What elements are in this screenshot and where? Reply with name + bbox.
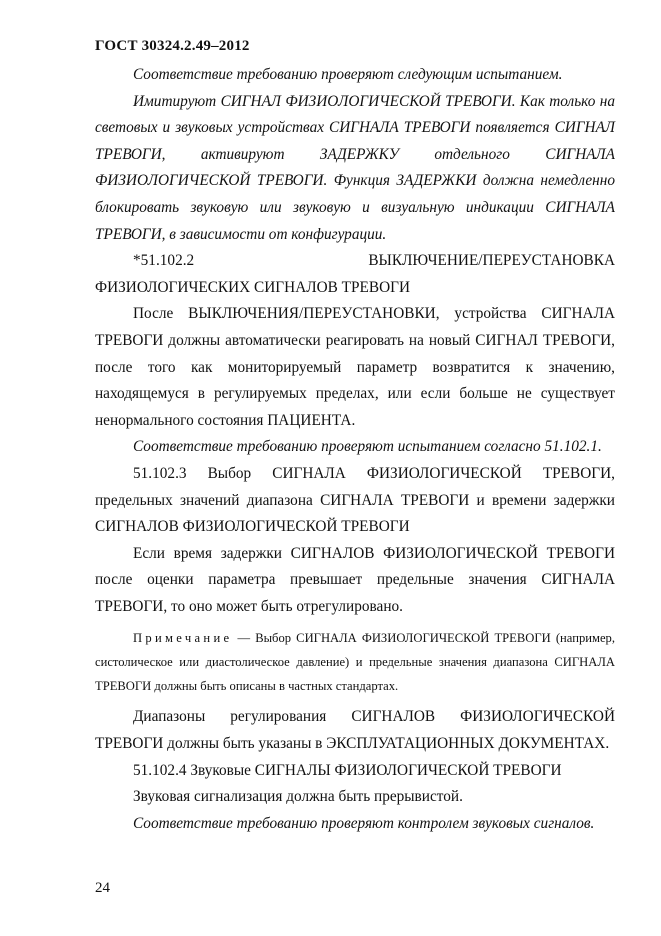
note-paragraph (95, 626, 615, 698)
page-body (95, 62, 615, 837)
document-header: ГОСТ 30324.2.49–2012 (95, 38, 250, 54)
section-heading-51-102-2 (95, 248, 615, 275)
ranges-paragraph: Диапазоны регулирования СИГНАЛОВ ФИЗИОЛОГИЧЕСКОЙ ТРЕВОГИ должны быть указаны в ЭКСПЛУАТАЦИОННЫХ ДОКУМЕНТАХ. (95, 708, 615, 753)
section-title-part: ВЫКЛЮЧЕНИЕ/ПЕРЕУСТАНОВКА (368, 252, 615, 270)
page-number: 24 (95, 880, 110, 896)
reset-requirement-paragraph: После ВЫКЛЮЧЕНИЯ/ПЕРЕУСТАНОВКИ, устройства СИГНАЛА ТРЕВОГИ должны автоматически реагировать на новый СИГНАЛ ТРЕВОГИ, после того как мониторируемый параметр возвратится к значению, находящемуся в регулируемых пределах, или если больше не существует ненормального состояния ПАЦИЕНТА. (95, 305, 615, 429)
test-procedure-paragraph: Имитируют СИГНАЛ ФИЗИОЛОГИЧЕСКОЙ ТРЕВОГИ. Как только на световых и звуковых устройствах СИГНАЛА ТРЕВОГИ появляется СИГНАЛ ТРЕВОГИ, активируют ЗАДЕРЖКУ отдельного СИГНАЛА ФИЗИОЛОГИЧЕСКОЙ ТРЕВОГИ. Функция ЗАДЕРЖКИ должна немедленно блокировать звуковую или звуковую и визуальную индикации СИГНАЛА ТРЕВОГИ, в зависимости от конфигурации. (95, 92, 615, 243)
compliance-note-1: Соответствие требованию проверяют следующим испытанием. (133, 66, 563, 83)
note-label: Примечание (133, 631, 233, 646)
note-text: — Выбор СИГНАЛА ФИЗИОЛОГИЧЕСКОЙ ТРЕВОГИ (например, систолическое или диастолическое давление) и предельные значения диапазона СИГНАЛА ТРЕВОГИ должны быть описаны в частных стандартах. (95, 631, 615, 694)
compliance-note-2: Соответствие требованию проверяют испытанием согласно 51.102.1. (133, 438, 602, 456)
section-heading-51-102-4: 51.102.4 Звуковые СИГНАЛЫ ФИЗИОЛОГИЧЕСКОЙ ТРЕВОГИ (133, 761, 562, 779)
delay-adjustment-paragraph: Если время задержки СИГНАЛОВ ФИЗИОЛОГИЧЕСКОЙ ТРЕВОГИ после оценки параметра превышает предельные значения СИГНАЛА ТРЕВОГИ, то оно может быть отрегулировано. (95, 544, 615, 615)
section-number: *51.102.2 (133, 252, 195, 270)
section-heading-51-102-3: 51.102.3 Выбор СИГНАЛА ФИЗИОЛОГИЧЕСКОЙ ТРЕВОГИ, предельных значений диапазона СИГНАЛА ТРЕВОГИ и времени задержки СИГНАЛОВ ФИЗИОЛОГИЧЕСКОЙ ТРЕВОГИ (95, 464, 615, 536)
compliance-note-3: Соответствие требованию проверяют контролем звуковых сигналов. (133, 814, 595, 832)
section-title-continuation: ФИЗИОЛОГИЧЕСКИХ СИГНАЛОВ ТРЕВОГИ (95, 278, 411, 296)
audible-signal-paragraph: Звуковая сигнализация должна быть прерывистой. (133, 788, 463, 806)
